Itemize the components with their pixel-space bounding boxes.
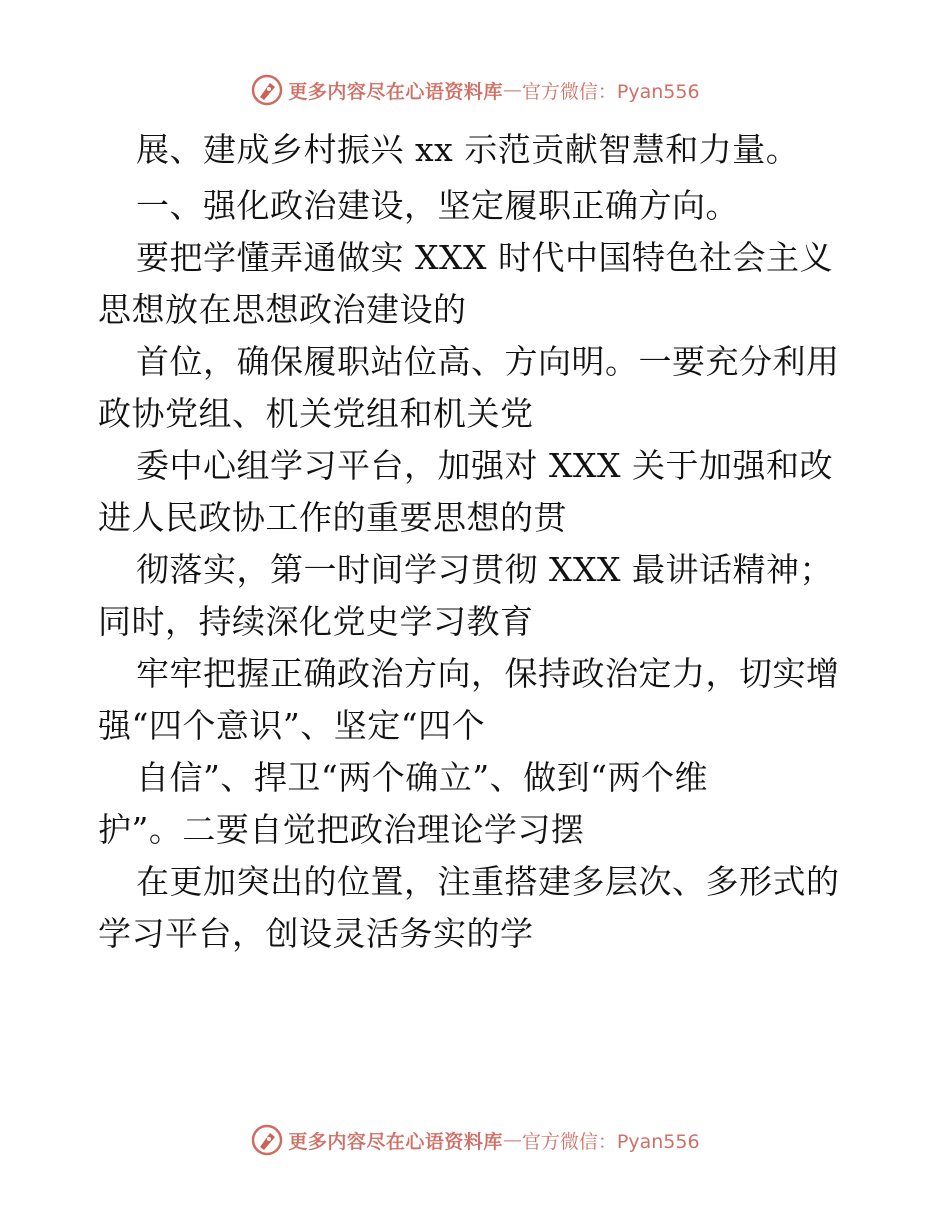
watermark-separator: — [502,1129,522,1151]
section-heading: 一、强化政治建设，坚定履职正确方向。 [136,186,739,225]
text-line: 自信”、捍卫“两个确立”、做到“两个维 [136,758,708,797]
header-watermark [0,70,950,110]
footer-watermark [0,1120,950,1160]
watermark-wechat-text: 官方微信：Pyan556 [521,80,700,103]
text-line: 学习平台，创设灵活务实的学 [98,914,534,953]
text-line: 要把学懂弄通做实 XXX 时代中国特色社会主义 [136,238,833,277]
text-line: 强“四个意识”、坚定“四个 [98,706,486,745]
watermark-site-text: 更多内容尽在心语资料库 [288,1130,503,1153]
watermark-wechat-text: 官方微信：Pyan556 [521,1130,700,1153]
watermark-separator: — [502,79,522,101]
text-line: 彻落实，第一时间学习贯彻 XXX 最讲话精神； [136,550,833,589]
text-line: 护”。二要自觉把政治理论学习摆 [98,810,585,849]
text-line: 进人民政协工作的重要思想的贯 [98,498,567,537]
text-line: 政协党组、机关党组和机关党 [98,394,534,433]
text-line: 思想放在思想政治建设的 [98,290,467,329]
document-body [98,122,878,962]
pen-nib-circle-icon [250,73,284,107]
text-line: 在更加突出的位置，注重搭建多层次、多形式的 [136,862,840,901]
text-line: 同时，持续深化党史学习教育 [98,602,534,641]
text-line: 委中心组学习平台，加强对 XXX 关于加强和改 [136,446,833,485]
text-line: 牢牢把握正确政治方向，保持政治定力，切实增 [136,654,840,693]
watermark-site-text: 更多内容尽在心语资料库 [288,80,503,103]
text-line: 展、建成乡村振兴 xx 示范贡献智慧和力量。 [136,130,800,169]
pen-nib-circle-icon [250,1123,284,1157]
text-line: 首位，确保履职站位高、方向明。一要充分利用 [136,342,840,381]
